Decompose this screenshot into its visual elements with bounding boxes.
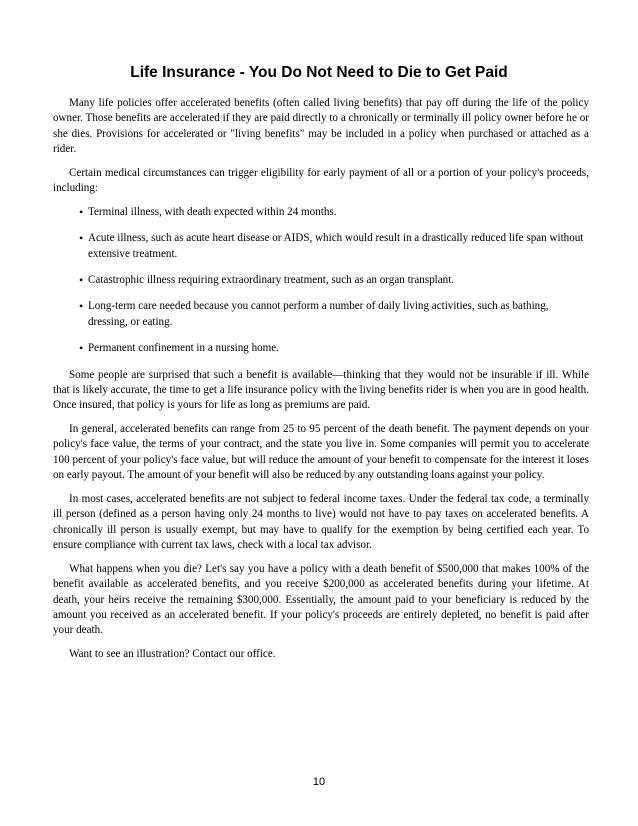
paragraph-insurability: Some people are surprised that such a benefit is available—thinking that they would not be insurable if ill. While that is likely accurate, the time to get a life insurance policy with the living benefits rider is when you are in good health. Once insured, that policy is yours for life as long as premiums are paid. xyxy=(53,368,589,412)
paragraph-living-benefits: Many life policies offer accelerated benefits (often called living benefits) that pay off during the life of the policy owner. Those benefits are accelerated if they are paid directly to a chronically or terminally ill policy owner before he or she dies. Provisions for accelerated or "living benefits" may be included in a policy when purchased or attached as a rider. xyxy=(53,97,589,156)
list-item-text: Long-term care needed because you cannot perform a number of daily living activities, such as bathing, dressing, or eating. xyxy=(88,300,549,328)
page-title: Life Insurance - You Do Not Need to Die to Get Paid xyxy=(130,64,508,81)
list-item-text: Permanent confinement in a nursing home. xyxy=(88,342,280,355)
paragraph-taxes: In most cases, accelerated benefits are not subject to federal income taxes. Under the federal tax code, a terminally ill person (defined as a person having only 24 months to live) would not have to pay taxes on accelerated benefits. A chronically ill person is usually exempt, but may have to qualify for the exemption by being certified each year. To ensure compliance with current tax laws, check with a local tax advisor. xyxy=(53,492,589,552)
paragraph-contact: Want to see an illustration? Contact our office. xyxy=(69,647,276,660)
bullet-icon: • xyxy=(79,341,84,356)
paragraph-eligibility: Certain medical circumstances can trigger eligibility for early payment of all or a portion of your policy's proceeds, including: xyxy=(53,166,589,195)
bullet-icon: • xyxy=(79,231,84,246)
list-item-text: Terminal illness, with death expected within 24 months. xyxy=(88,205,337,218)
list-item-text: Catastrophic illness requiring extraordinary treatment, such as an organ transplant. xyxy=(88,274,455,287)
bullet-icon: • xyxy=(79,299,84,314)
list-item xyxy=(79,273,589,288)
list-item xyxy=(79,231,589,262)
page-number: 10 xyxy=(312,776,326,788)
paragraph-benefit-range: In general, accelerated benefits can range from 25 to 95 percent of the death benefit. The payment depends on your policy's face value, the terms of your contract, and the state you live in. Some companies will permit you to accelerate 100 percent of your policy's face value, but will reduce the amount of your benefit to compensate for the interest it loses on early payout. The amount of your benefit will also be reduced by any outstanding loans against your policy. xyxy=(53,423,589,482)
eligibility-list xyxy=(53,205,589,357)
document-body xyxy=(53,96,589,671)
list-item-text: Acute illness, such as acute heart disease or AIDS, which would result in a drastically reduced life span without extensive treatment. xyxy=(88,232,584,260)
list-item xyxy=(79,299,589,330)
bullet-icon: • xyxy=(79,204,84,219)
paragraph-example: What happens when you die? Let's say you have a policy with a death benefit of $500,000 that makes 100% of the benefit available as accelerated benefits, and you receive $200,000 as accelerated benefits during your lifetime. At death, your heirs receive the remaining $300,000. Essentially, the amount paid to your beneficiary is reduced by the amount you received as an accelerated benefit. If your policy's proceeds are entirely depleted, no benefit is paid after your death. xyxy=(53,562,589,637)
bullet-icon: • xyxy=(79,273,84,288)
list-item xyxy=(79,205,589,220)
list-item xyxy=(79,341,589,356)
